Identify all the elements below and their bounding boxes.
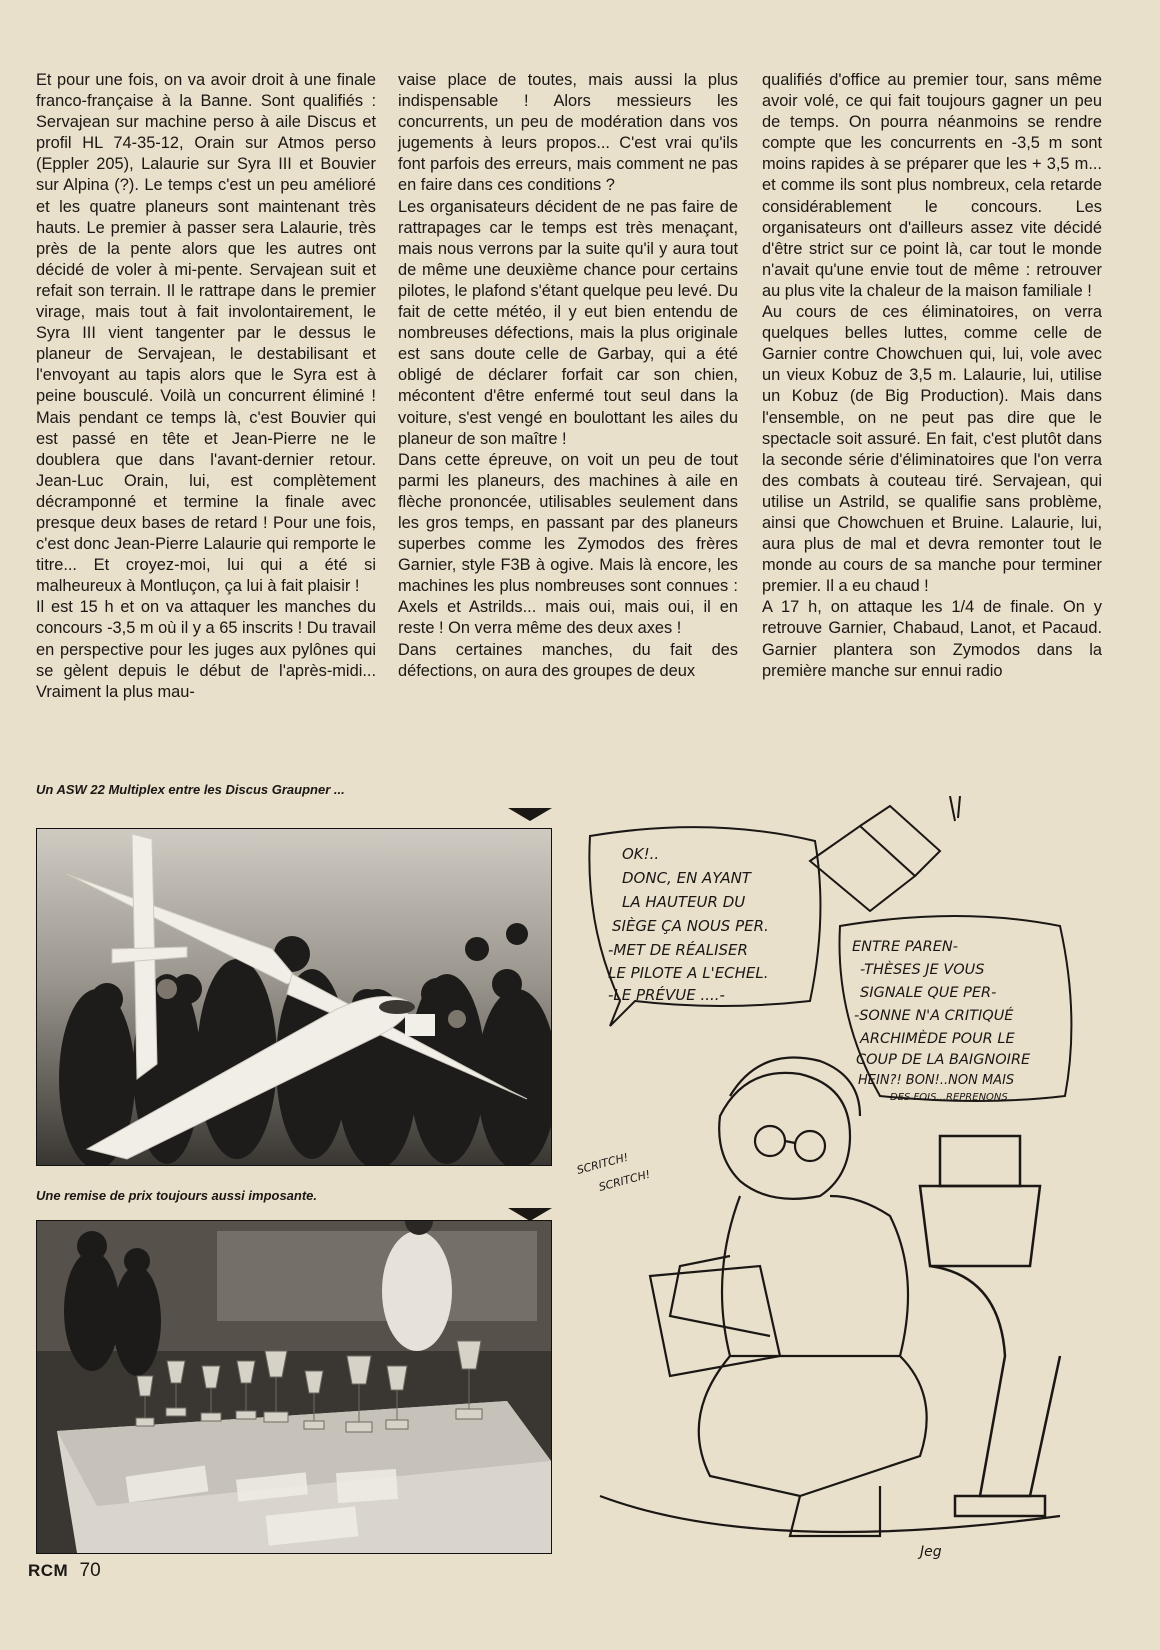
paragraph: Et pour une fois, on va avoir droit à une finale franco-française à la Banne. Sont qualifiés : Servajean sur machine perso à aile Discus et profil HL 74-35-12, Orain sur Atmos perso (Eppler 205), Lalaurie sur Syra III et Bouvier sur Alpina (?). Le temps c'est un peu amélioré et les quatre planeurs sont maintenant très hauts. Le premier à passer sera Lalaurie, très près de la pente alors que les autres ont décidé de voler à mi-pente. Servajean suit et refait son terrain. Il le rattrape dans le premier virage, mais tout à fait involontairement, le Syra III vient tangenter par le dessus le planeur de Servajean, le destabilisant et l'envoyant au tapis alors que le Syra est à peine bousculé. Voilà un concurrent éliminé ! Mais pendant ce temps là, c'est Bouvier qui est passé en tête et Jean-Pierre ne le doublera que dans l'avant-dernier retour. Jean-Luc Orain, lui, est complètement décramponné et termine la finale avec presque deux bases de retard ! Pour une fois, c'est donc Jean-Pierre Lalaurie qui remporte le titre... Et croyez-moi, lui qui a été si malheureux à Montluçon, ça lui à fait plaisir ! [36, 71, 376, 596]
paragraph: Il est 15 h et on va attaquer les manches du concours -3,5 m où il y a 65 inscrits ! Du travail en perspective pour les juges aux pylônes qui se gèlent depuis le début de l'après-midi... Vraiment la plus mau- [36, 598, 376, 701]
paragraph: A 17 h, on attaque les 1/4 de finale. On y retrouve Garnier, Chabaud, Lanot, et Pacaud. Garnier plantera son Zymodos dans la première manche sur ennui radio [762, 598, 1102, 680]
svg-text:SCRITCH!: SCRITCH! [597, 1167, 652, 1194]
paragraph: vaise place de toutes, mais aussi la plus indispensable ! Alors messieurs les concurrents, un peu de modération dans vos jugements à leurs propos... C'est vrai qu'ils font parfois des erreurs, mais comment ne pas en faire dans ces conditions ? [398, 71, 738, 195]
photo-caption: Un ASW 22 Multiplex entre les Discus Graupner ... [36, 782, 345, 797]
bubble-line: -MET DE RÉALISER [608, 941, 748, 959]
bubble-line: HEIN?! BON!..NON MAIS [858, 1073, 1015, 1088]
speech-bubble-text [852, 939, 1031, 1103]
paragraph: Dans certaines manches, du fait des défections, on aura des groupes de deux [398, 640, 738, 680]
bubble-line: -SONNE N'A CRITIQUÉ [854, 1008, 1014, 1024]
sound-effect-text [575, 1151, 651, 1194]
bubble-line: -THÈSES JE VOUS [860, 962, 985, 978]
paragraph: Dans cette épreuve, on voit un peu de tout parmi les planeurs, des machines à aile en flèche prononcée, utilisables seulement dans les gros temps, en passant par des planeurs superbes comme les Zymodos des frères Garnier, style F3B à ogive. Mais là encore, les machines les plus nombreuses sont connues : Axels et Astrilds... mais oui, mais oui, il en reste ! On verra même des deux axes ! [398, 450, 738, 638]
bubble-line: -LE PRÉVUE ....- [608, 986, 725, 1004]
paragraph: Au cours de ces éliminatoires, on verra quelques belles luttes, comme celle de Garnier contre Chowchuen qui, lui, vole avec un vieux Kobuz de 3,5 m. Lalaurie, lui, utilise un Kobuz (de Big Production). Mais dans l'ensemble, on ne peut pas dire que le spectacle soit assuré. En fait, c'est plutôt dans la seconde série d'éliminatoires que l'on verra des combats à couteau tiré. Servajean, qui utilise un Astrild, se qualifie sans problème, ainsi que Chowchuen et Bruine. Lalaurie, lui, aura plus de mal et devra remonter tout le monde au cours de sa manche pour terminer premier. Il a eu chaud ! [762, 303, 1102, 596]
article-column-2 [398, 70, 738, 682]
article-column-1 [36, 70, 376, 703]
glider-crowd-image [37, 829, 551, 1165]
svg-text:SCRITCH!: SCRITCH! [575, 1150, 630, 1177]
caption-arrow-icon [508, 808, 552, 821]
artist-signature: Jeg [920, 1544, 942, 1560]
bubble-line: ARCHIMÈDE POUR LE [860, 1031, 1015, 1047]
bubble-line: SIGNALE QUE PER- [860, 985, 997, 1001]
paragraph: Les organisateurs décident de ne pas faire de rattrapages car le temps est très menaçant, mais nous verrons par la suite qu'il y aura tout de même une deuxième chance pour certains pilotes, le plafond s'étant quelque peu levé. Du fait de cette météo, il y eut bien entendu de nombreuses défections, mais la plus originale est sans doute celle de Garbay, qui a été obligé de déclarer forfait car son chien, mécontent d'être enfermé tout seul dans la voiture, s'est vengé en boulottant les ailes du planeur de son maître ! [398, 197, 738, 448]
trophy-table-image [37, 1221, 551, 1553]
bubble-line: ENTRE PAREN- [852, 939, 958, 955]
glider-photo [36, 828, 552, 1166]
bubble-line: SIÈGE ÇA NOUS PER. [612, 917, 769, 935]
bubble-line: DONC, EN AYANT [622, 869, 751, 887]
bubble-line: COUP DE LA BAIGNOIRE [856, 1052, 1031, 1068]
paragraph: qualifiés d'office au premier tour, sans même avoir volé, ce qui fait toujours gagner un peu de temps. On pourra néanmoins se rendre compte que les concurrents en -3,5 m sont moins rapides à se préparer que les + 3,5 m... et comme ils sont plus nombreux, cela retarde considérablement le concours. Les organisateurs ont d'ailleurs assez vite décidé d'être strict sur ce point là, car tout le monde n'avait qu'une envie tout de même : retrouver au plus vite la chaleur de la maison familiale ! [762, 71, 1102, 300]
magazine-logo: RCM [28, 1561, 69, 1580]
page-number: 70 [79, 1560, 101, 1581]
speech-bubble-text [608, 845, 769, 1004]
bubble-line: LE PILOTE A L'ECHEL. [608, 964, 769, 982]
bubble-line: LA HAUTEUR DU [622, 893, 746, 911]
photo-caption: Une remise de prix toujours aussi imposante. [36, 1188, 318, 1203]
article-column-3 [762, 70, 1102, 682]
trophy-photo [36, 1220, 552, 1554]
cartoon-illustration [560, 796, 1100, 1566]
bubble-line: OK!.. [622, 845, 660, 863]
page-footer [28, 1560, 101, 1582]
cartoon-drawing [560, 796, 1100, 1566]
bubble-line: DES FOIS...REPRENONS [890, 1092, 1008, 1103]
